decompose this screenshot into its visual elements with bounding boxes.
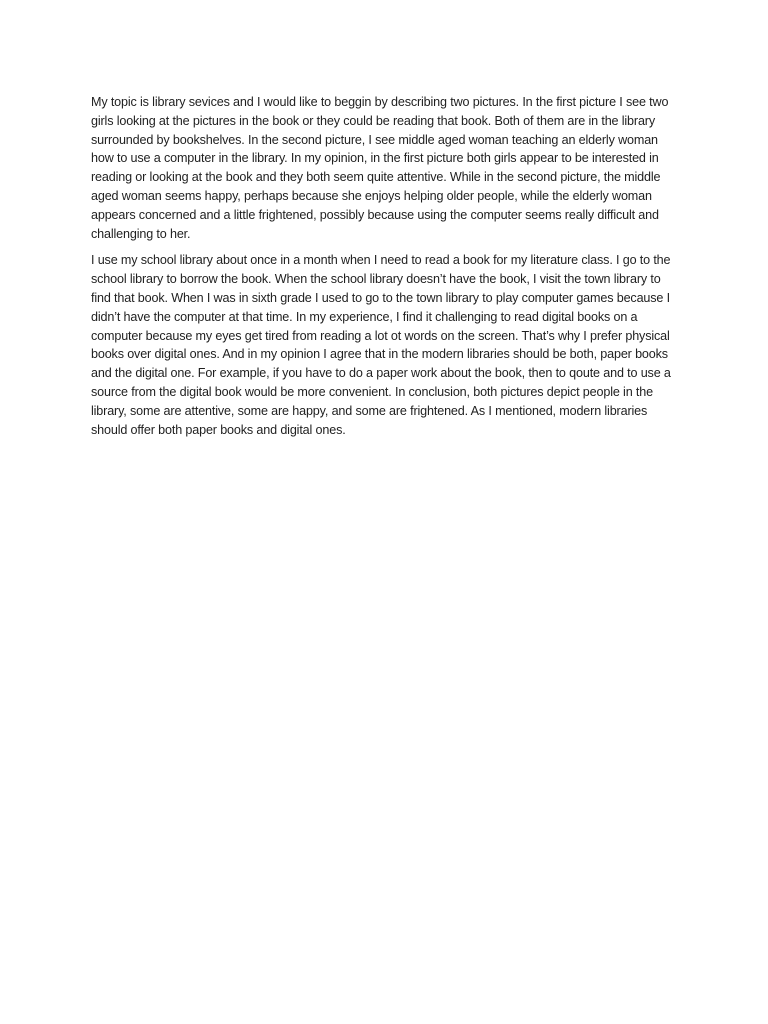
paragraph-2: I use my school library about once in a month when I need to read a book for my literature class. I go to the school library to borrow the book. When the school library doesn’t have the book, I visit the town library to find that book. When I was in sixth grade I used to go to the town library to play computer games because I didn’t have the computer at that time. In my experience, I find it challenging to read digital books on a computer because my eyes get tired from reading a lot ot words on the screen. That’s why I prefer physical books over digital ones. And in my opinion I agree that in the modern libraries should be both, paper books and the digital one. For example, if you have to do a paper work about the book, then to qoute and to use a source from the digital book would be more convenient. In conclusion, both pictures depict people in the library, some are attentive, some are happy, and some are frightened. As I mentioned, modern libraries should offer both paper books and digital ones. <box>91 253 671 437</box>
document-body <box>91 93 675 447</box>
paragraph-1: My topic is library sevices and I would like to beggin by describing two pictures. In the first picture I see two girls looking at the pictures in the book or they could be reading that book. Both of them are in the library surrounded by bookshelves. In the second picture, I see middle aged woman teaching an elderly woman how to use a computer in the library. In my opinion, in the first picture both girls appear to be interested in reading or looking at the book and they both seem quite attentive. While in the second picture, the middle aged woman seems happy, perhaps because she enjoys helping older people, while the elderly woman appears concerned and a little frightened, possibly because using the computer seems really difficult and challenging to her. <box>91 95 669 241</box>
